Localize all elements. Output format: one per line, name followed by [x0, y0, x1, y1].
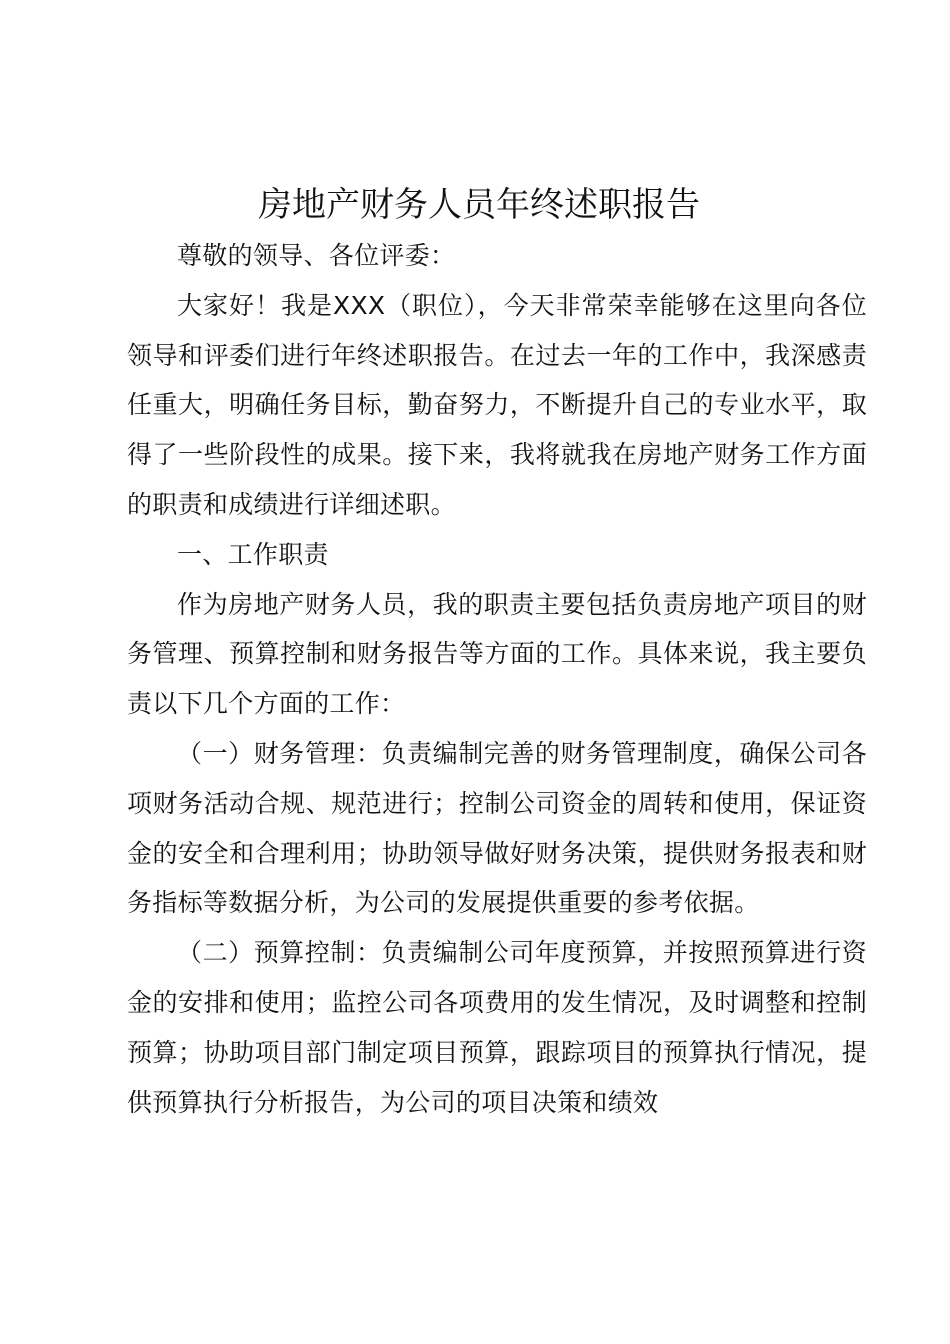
- intro-paragraph: 大家好！我是XXX（职位），今天非常荣幸能够在这里向各位领导和评委们进行年终述职报告。在过去一年的工作中，我深感责任重大，明确任务目标，勤奋努力，不断提升自己的专业水平，取得了一些阶段性的成果。接下来，我将就我在房地产财务工作方面的职责和成绩进行详细述职。: [127, 290, 867, 519]
- duties-paragraph: 作为房地产财务人员，我的职责主要包括负责房地产项目的财务管理、预算控制和财务报告等方面的工作。具体来说，我主要负责以下几个方面的工作：: [127, 589, 867, 719]
- section-heading-duties: 一、工作职责: [177, 539, 329, 569]
- budget-control-paragraph: （二）预算控制：负责编制公司年度预算，并按照预算进行资金的安排和使用；监控公司各项费用的发生情况，及时调整和控制预算；协助项目部门制定项目预算，跟踪项目的预算执行情况，提供预算执行分析报告，为公司的项目决策和绩效: [127, 938, 867, 1117]
- document-body: [127, 231, 867, 1127]
- salutation: 尊敬的领导、各位评委：: [177, 241, 456, 270]
- document-title: 房地产财务人员年终述职报告: [258, 185, 700, 225]
- financial-management-paragraph: （一）财务管理：负责编制完善的财务管理制度，确保公司各项财务活动合规、规范进行；控制公司资金的周转和使用，保证资金的安全和合理利用；协助领导做好财务决策，提供财务报表和财务指标等数据分析，为公司的发展提供重要的参考依据。: [127, 738, 867, 918]
